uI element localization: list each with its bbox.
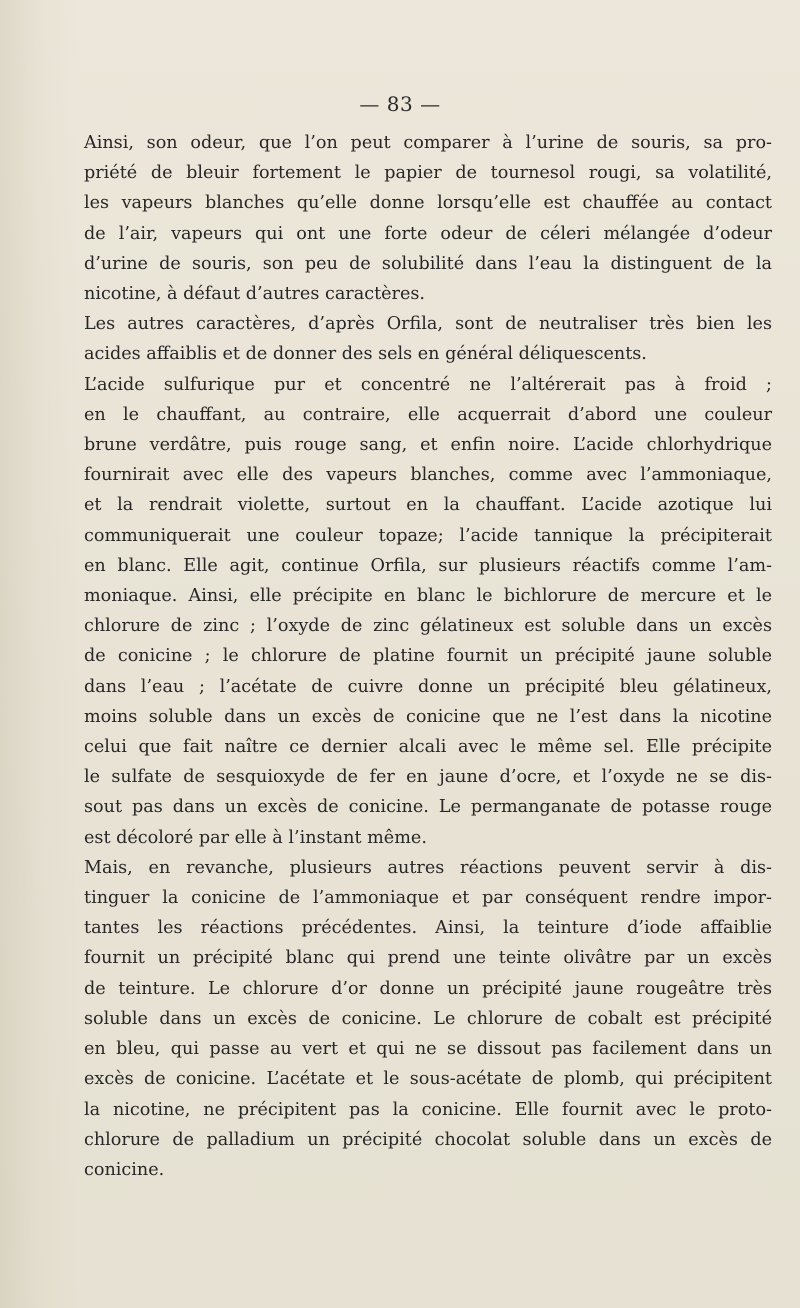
text-line: chlorure de zinc ; l’oxyde de zinc gélatineux est soluble dans un excès <box>84 616 772 637</box>
text-line: nicotine, à défaut d’autres caractères. <box>84 284 425 305</box>
text-line: fournit un précipité blanc qui prend une teinte olivâtre par un excès <box>84 948 772 969</box>
text-line: en le chauffant, au contraire, elle acquerrait d’abord une couleur <box>84 404 772 425</box>
paragraph-1 <box>54 128 772 309</box>
text-line: la nicotine, ne précipitent pas la conicine. Elle fournit avec le proto- <box>84 1099 772 1120</box>
text-line: sout pas dans un excès de conicine. Le permanganate de potasse rouge <box>84 797 772 818</box>
text-line: tinguer la conicine de l’ammoniaque et par conséquent rendre impor- <box>84 888 772 909</box>
text-line: conicine. <box>84 1159 165 1180</box>
text-line: tantes les réactions précédentes. Ainsi, la teinture d’iode affaiblie <box>84 918 772 939</box>
text-line: est décoloré par elle à l’instant même. <box>84 827 427 848</box>
text-line: priété de bleuir fortement le papier de tournesol rougi, sa volatilité, <box>84 163 772 184</box>
text-line: excès de conicine. L’acétate et le sous-acétate de plomb, qui précipitent <box>84 1069 772 1090</box>
text-line: moins soluble dans un excès de conicine que ne l’est dans la nicotine <box>84 706 772 727</box>
body-text <box>54 128 772 1185</box>
text-line: fournirait avec elle des vapeurs blanches, comme avec l’ammoniaque, <box>84 465 772 486</box>
text-line: soluble dans un excès de conicine. Le chlorure de cobalt est précipité <box>84 1008 772 1029</box>
paragraph-4 <box>54 853 772 1185</box>
page-number: — 83 — <box>359 92 441 116</box>
text-line: le sulfate de sesquioxyde de fer en jaune d’ocre, et l’oxyde ne se dis- <box>84 767 772 788</box>
text-line: en bleu, qui passe au vert et qui ne se dissout pas facilement dans un <box>84 1039 772 1060</box>
text-line: celui que fait naître ce dernier alcali avec le même sel. Elle précipite <box>84 737 772 758</box>
text-line: dans l’eau ; l’acétate de cuivre donne un précipité bleu gélatineux, <box>84 676 772 697</box>
text-line: Les autres caractères, d’après Orfila, sont de neutraliser très bien les <box>84 314 772 335</box>
text-line: L’acide sulfurique pur et concentré ne l’altérerait pas à froid ; <box>84 374 772 395</box>
text-line: brune verdâtre, puis rouge sang, et enfin noire. L’acide chlorhydrique <box>84 435 772 456</box>
paragraph-2 <box>54 309 772 369</box>
text-line: chlorure de palladium un précipité chocolat soluble dans un excès de <box>84 1129 772 1150</box>
text-line: Mais, en revanche, plusieurs autres réactions peuvent servir à dis- <box>84 857 772 878</box>
text-line: de conicine ; le chlorure de platine fournit un précipité jaune soluble <box>84 646 772 667</box>
text-line: moniaque. Ainsi, elle précipite en blanc le bichlorure de mercure et le <box>84 586 772 607</box>
text-line: communiquerait une couleur topaze; l’acide tannique la précipiterait <box>84 525 772 546</box>
text-line: de l’air, vapeurs qui ont une forte odeur de céleri mélangée d’odeur <box>84 223 772 244</box>
text-line: en blanc. Elle agit, continue Orfila, sur plusieurs réactifs comme l’am- <box>84 555 772 576</box>
text-line: et la rendrait violette, surtout en la chauffant. L’acide azotique lui <box>84 495 772 516</box>
text-line: d’urine de souris, son peu de solubilité dans l’eau la distinguent de la <box>84 253 772 274</box>
text-line: acides affaiblis et de donner des sels en général déliquescents. <box>84 344 647 365</box>
text-line: les vapeurs blanches qu’elle donne lorsqu’elle est chauffée au contact <box>84 193 772 214</box>
text-line: Ainsi, son odeur, que l’on peut comparer à l’urine de souris, sa pro- <box>84 133 772 153</box>
text-line: de teinture. Le chlorure d’or donne un précipité jaune rougeâtre très <box>84 978 772 999</box>
paragraph-3 <box>54 370 772 853</box>
